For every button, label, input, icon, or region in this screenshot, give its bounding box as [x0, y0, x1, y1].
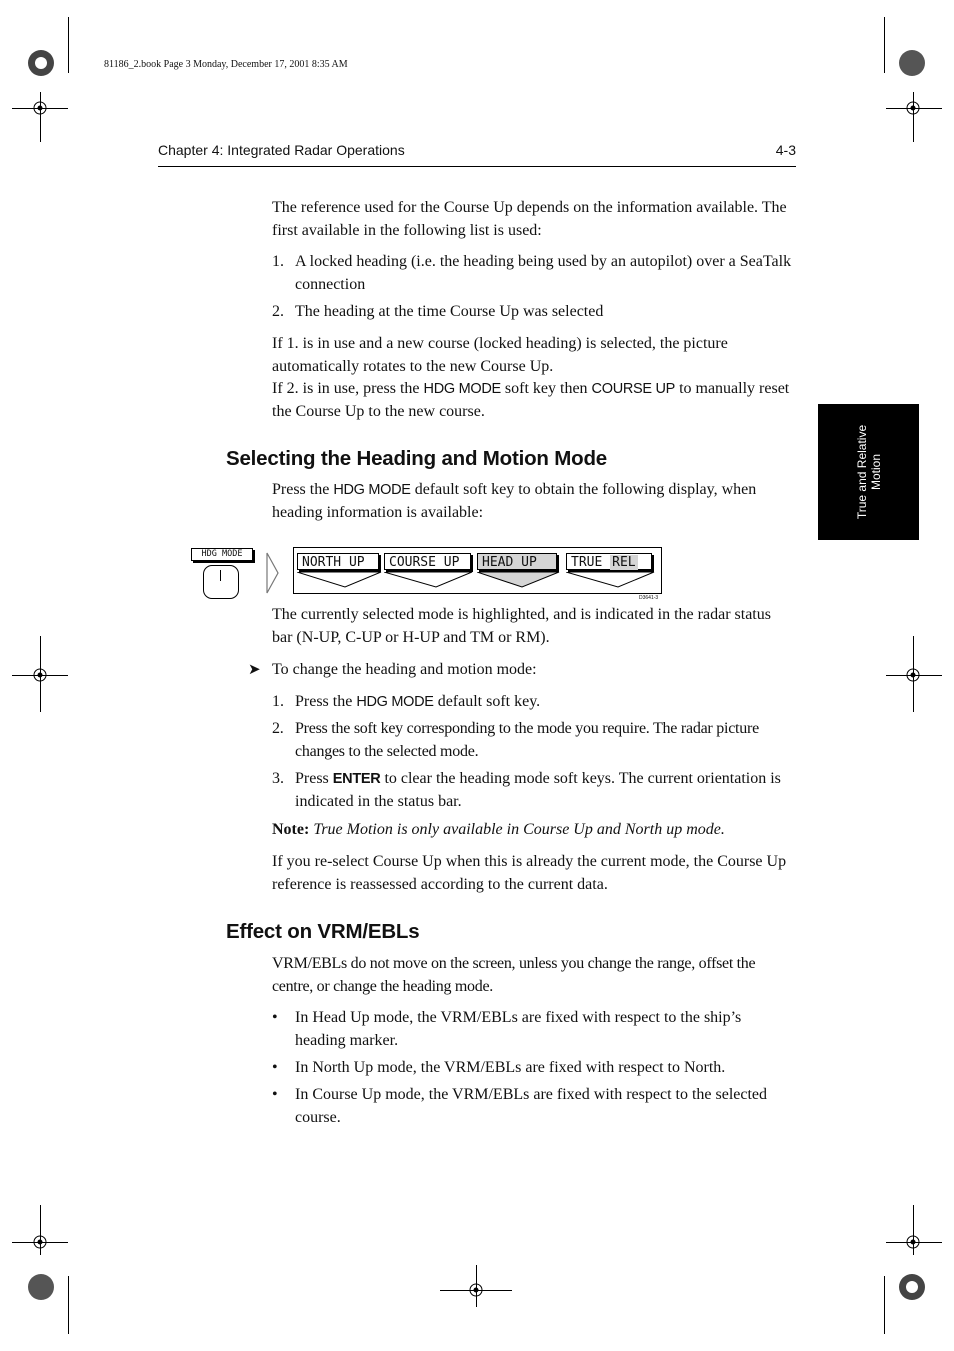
section2-paragraph: VRM/EBLs do not move on the screen, unless you change the range, offset the centre, or change the heading mode.	[272, 955, 756, 995]
side-tab-line2: Motion	[868, 453, 883, 491]
figure-code: D3641-3	[639, 595, 659, 601]
softkey-true-rel: TRUE REL	[566, 553, 652, 570]
registration-target-icon	[26, 1272, 56, 1302]
crosshair-icon	[464, 1278, 488, 1302]
note-label: Note:	[272, 821, 310, 838]
crosshair-icon	[28, 96, 52, 120]
arrow-right-icon	[266, 552, 280, 594]
list-item: • In Course Up mode, the VRM/EBLs are fixed with respect to the selected course.	[272, 1086, 768, 1126]
softkey-course-up: COURSE UP	[384, 553, 471, 570]
crosshair-icon	[901, 663, 925, 687]
registration-target-icon	[897, 1272, 927, 1302]
list-item: • In North Up mode, the VRM/EBLs are fixed with respect to North.	[272, 1059, 726, 1076]
crosshair-icon	[901, 1230, 925, 1254]
softkey-course-up: COURSE UP	[591, 381, 676, 397]
side-tab-line1: True and Relative	[854, 424, 869, 520]
hdg-mode-key-label: HDG MODE	[191, 548, 253, 561]
list-item: 3. Press ENTER to clear the heading mode soft keys. The current orientation is indicated in the status bar.	[272, 770, 781, 810]
softkey-hdg-mode: HDG MODE	[423, 381, 501, 397]
softkey-hdg-mode: HDG MODE	[356, 694, 434, 710]
rel-label: REL	[612, 555, 636, 570]
softkey-head-up: HEAD UP	[477, 553, 557, 570]
list-item: • In Head Up mode, the VRM/EBLs are fixed with respect to the ship’s heading marker.	[272, 1009, 742, 1049]
note	[272, 819, 794, 842]
section1-paragraph-2: The currently selected mode is highlighted, and is indicated in the radar status bar (N-UP, C-UP or H-UP and TM or RM).	[272, 606, 771, 646]
crosshair-icon	[28, 1230, 52, 1254]
section1-paragraph-3: If you re-select Course Up when this is already the current mode, the Course Up reference is reassessed according to the current data.	[272, 853, 787, 893]
softkey-panel	[293, 547, 662, 594]
softkey-north-up: NORTH UP	[297, 553, 379, 570]
list-item: 2. Press the soft key corresponding to the mode you require. The radar picture changes to the selected mode.	[272, 720, 759, 760]
section-heading: Selecting the Heading and Motion Mode	[226, 447, 607, 470]
softkey-button-icon	[203, 565, 239, 599]
enter-key: ENTER	[332, 771, 381, 787]
softkey-figure	[188, 544, 668, 606]
note-text: True Motion is only available in Course Up and North up mode.	[313, 821, 725, 838]
crosshair-icon	[28, 663, 52, 687]
list-item: 1. Press the HDG MODE default soft key.	[272, 693, 541, 710]
section1-paragraph: Press the HDG MODE default soft key to obtain the following display, when heading information is available:	[272, 481, 757, 521]
softkey-pointer	[384, 572, 474, 588]
softkey-pointer	[297, 572, 383, 588]
crosshair-icon	[901, 96, 925, 120]
side-thumb-tab	[818, 404, 919, 540]
intro-paragraph-3: If 2. is in use, press the HDG MODE soft key then COURSE UP to manually reset the Course Up to the new course.	[272, 380, 790, 420]
book-file-line: 81186_2.book Page 3 Monday, December 17, 2001 8:35 AM	[104, 59, 348, 70]
list-item: 2. The heading at the time Course Up was selected	[272, 303, 604, 320]
section-heading: Effect on VRM/EBLs	[226, 920, 420, 943]
intro-paragraph: The reference used for the Course Up depends on the information available. The first available in the following list is used:	[272, 199, 787, 239]
page-header	[158, 142, 796, 167]
registration-target-icon	[897, 48, 927, 78]
softkey-pointer	[566, 572, 656, 588]
intro-paragraph-2: If 1. is in use and a new course (locked heading) is selected, the picture automatically rotates to the new Course Up.	[272, 335, 728, 375]
procedure-arrow-icon: ➤	[248, 662, 261, 678]
list-item: 1. A locked heading (i.e. the heading being used by an autopilot) over a SeaTalk connection	[272, 253, 792, 293]
softkey-pointer	[477, 572, 563, 588]
registration-target-icon	[26, 48, 56, 78]
page-number: 4-3	[775, 142, 796, 158]
procedure-heading: To change the heading and motion mode:	[272, 661, 537, 678]
chapter-title: Chapter 4: Integrated Radar Operations	[158, 142, 405, 158]
softkey-hdg-mode: HDG MODE	[333, 482, 411, 498]
